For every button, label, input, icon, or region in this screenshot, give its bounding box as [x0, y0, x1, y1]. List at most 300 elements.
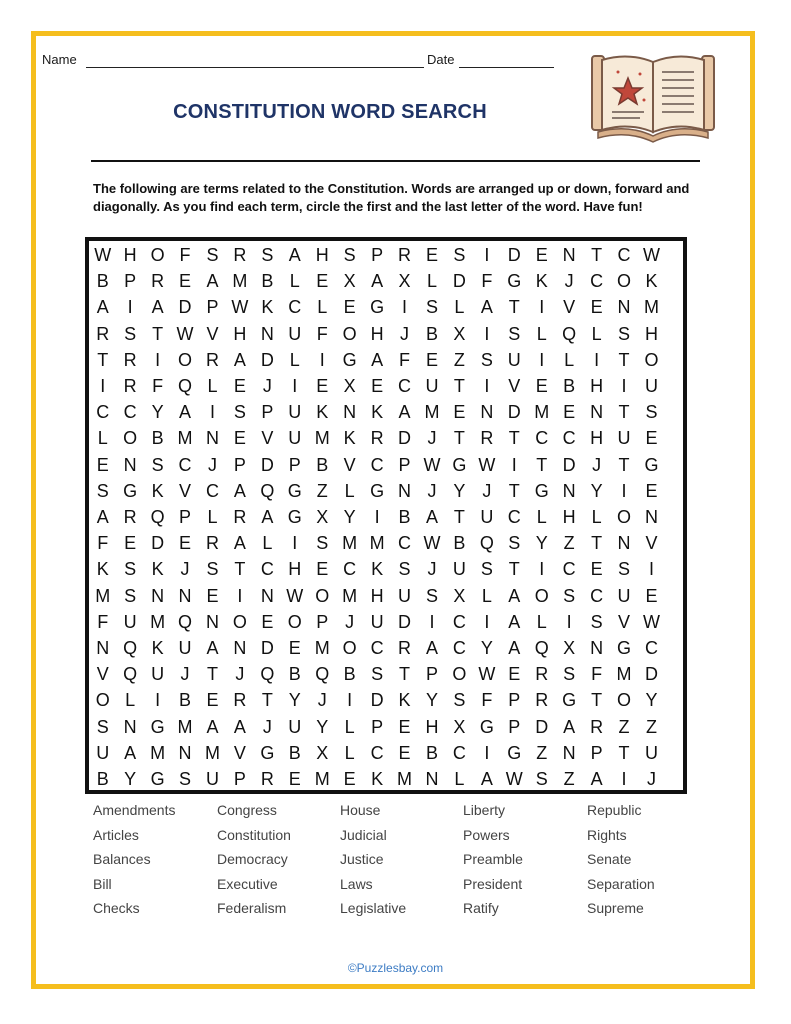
grid-letter: J — [427, 559, 437, 580]
grid-letter: H — [590, 376, 604, 396]
grid-letter: D — [644, 664, 658, 685]
grid-letter: Y — [590, 480, 603, 501]
grid-letter: I — [621, 376, 627, 396]
grid-letter: I — [484, 376, 490, 396]
grid-letter: W — [94, 245, 112, 265]
grid-letter: O — [617, 507, 632, 527]
grid-letter: N — [562, 480, 576, 501]
grid-letter: E — [261, 611, 274, 632]
grid-letter: O — [150, 245, 165, 265]
footer-credit: ©Puzzlesbay.com — [347, 961, 444, 975]
grid-letter: G — [479, 716, 494, 737]
grid-letter: I — [539, 297, 545, 318]
grid-row — [89, 479, 665, 503]
grid-letter: K — [371, 402, 384, 423]
grid-letter: L — [454, 769, 465, 789]
grid-letter: I — [319, 349, 325, 370]
grid-letter: N — [178, 585, 192, 606]
word-item: Checks — [93, 900, 140, 917]
grid-letter: L — [591, 323, 602, 344]
grid-letter: O — [232, 611, 247, 632]
grid-letter: V — [508, 376, 521, 396]
grid-letter: H — [315, 245, 329, 265]
grid-letter: E — [206, 690, 219, 711]
grid-letter: B — [343, 664, 356, 685]
grid-letter: S — [371, 664, 384, 685]
grid-letter: X — [453, 585, 466, 606]
grid-letter: Y — [316, 716, 329, 737]
grid-letter: O — [617, 271, 632, 292]
grid-letter: T — [508, 559, 520, 580]
grid-letter: A — [371, 271, 384, 292]
grid-letter: M — [204, 742, 220, 763]
grid-letter: J — [427, 428, 437, 449]
grid-letter: F — [481, 690, 493, 711]
grid-letter: Z — [563, 769, 575, 789]
grid-letter: A — [508, 585, 521, 606]
grid-letter: P — [179, 507, 192, 527]
grid-letter: L — [344, 742, 355, 763]
grid-letter: T — [508, 297, 520, 318]
grid-letter: B — [316, 454, 329, 475]
grid-letter: B — [261, 271, 274, 292]
grid-letter: N — [590, 638, 604, 658]
grid-row — [89, 400, 665, 424]
grid-letter: A — [233, 480, 246, 501]
grid-letter: K — [343, 428, 356, 449]
grid-letter: U — [644, 376, 658, 396]
word-item: Balances — [93, 851, 151, 868]
grid-letter: T — [261, 690, 273, 711]
grid-letter: S — [480, 349, 493, 370]
grid-letter: S — [206, 559, 219, 580]
grid-letter: B — [398, 507, 411, 527]
grid-letter: G — [617, 638, 632, 658]
grid-letter: U — [96, 742, 110, 763]
grid-letter: A — [480, 297, 493, 318]
word-item: Ratify — [463, 900, 499, 917]
grid-row — [89, 531, 665, 555]
grid-row — [89, 584, 665, 608]
grid-letter: L — [289, 271, 300, 292]
grid-letter: E — [316, 376, 329, 396]
grid-letter: P — [288, 454, 301, 475]
grid-letter: L — [536, 611, 547, 632]
grid-letter: Z — [563, 533, 575, 554]
grid-letter: S — [508, 533, 521, 554]
grid-letter: W — [478, 664, 496, 685]
grid-letter: C — [178, 454, 192, 475]
grid-letter: I — [594, 349, 600, 370]
grid-letter: A — [508, 638, 521, 658]
grid-letter: N — [425, 769, 439, 789]
grid-letter: I — [621, 480, 627, 501]
word-column — [587, 800, 655, 923]
grid-letter: I — [429, 611, 435, 632]
grid-letter: H — [370, 323, 384, 344]
grid-letter: I — [648, 559, 654, 580]
word-item: Legislative — [340, 900, 407, 917]
grid-letter: N — [233, 638, 247, 658]
grid-letter: L — [289, 349, 300, 370]
grid-letter: M — [643, 297, 659, 318]
grid-letter: Q — [260, 664, 275, 685]
grid-letter: Z — [453, 349, 465, 370]
grid-letter: U — [205, 769, 219, 789]
grid-row — [89, 741, 665, 765]
grid-letter: J — [564, 271, 574, 292]
grid-letter: C — [535, 428, 549, 449]
grid-letter: U — [617, 585, 631, 606]
word-item: Bill — [93, 875, 112, 892]
grid-letter: M — [177, 716, 193, 737]
grid-letter: C — [644, 638, 658, 658]
grid-row — [89, 295, 665, 319]
grid-letter: D — [535, 716, 549, 737]
grid-letter: N — [480, 402, 494, 423]
grid-letter: O — [534, 585, 549, 606]
grid-letter: E — [590, 297, 603, 318]
word-item: Rights — [587, 826, 627, 843]
grid-letter: R — [480, 428, 494, 449]
grid-letter: I — [347, 690, 353, 711]
grid-letter: T — [453, 507, 465, 527]
grid-letter: I — [484, 245, 490, 265]
grid-letter: N — [260, 323, 274, 344]
grid-letter: D — [370, 690, 384, 711]
grid-letter: Q — [123, 664, 138, 685]
grid-letter: Z — [618, 716, 630, 737]
grid-letter: K — [371, 769, 384, 789]
grid-letter: H — [288, 559, 302, 580]
word-item: Senate — [587, 851, 632, 868]
grid-letter: H — [425, 716, 439, 737]
grid-letter: A — [425, 638, 438, 658]
grid-letter: A — [480, 769, 493, 789]
grid-letter: L — [426, 271, 437, 292]
grid-letter: R — [233, 245, 247, 265]
grid-letter: U — [644, 742, 658, 763]
grid-letter: K — [151, 559, 164, 580]
grid-letter: P — [124, 271, 137, 292]
grid-letter: C — [370, 742, 384, 763]
word-item: Executive — [217, 875, 278, 892]
grid-letter: Q — [123, 638, 138, 658]
grid-letter: Q — [315, 664, 330, 685]
grid-letter: J — [345, 611, 355, 632]
grid-letter: M — [314, 638, 330, 658]
grid-letter: K — [261, 297, 274, 318]
grid-letter: N — [178, 742, 192, 763]
grid-letter: J — [317, 690, 327, 711]
grid-letter: N — [644, 507, 658, 527]
grid-letter: T — [206, 664, 218, 685]
page-title: CONSTITUTION WORD SEARCH — [173, 101, 487, 123]
word-item: Supreme — [587, 900, 644, 917]
grid-letter: T — [618, 742, 630, 763]
grid-row — [89, 348, 665, 372]
grid-letter: Y — [453, 480, 466, 501]
grid-letter: F — [97, 611, 109, 632]
grid-letter: I — [621, 769, 627, 789]
grid-letter: J — [180, 664, 190, 685]
grid-letter: J — [207, 454, 217, 475]
word-item: Congress — [217, 802, 277, 818]
grid-letter: D — [260, 638, 274, 658]
grid-letter: B — [96, 271, 109, 292]
grid-letter: E — [343, 769, 356, 789]
grid-letter: L — [344, 716, 355, 737]
word-item: Constitution — [217, 826, 291, 843]
grid-letter: N — [123, 454, 137, 475]
grid-letter: T — [536, 454, 548, 475]
grid-letter: S — [425, 585, 438, 606]
grid-letter: I — [484, 323, 490, 344]
grid-letter: E — [645, 480, 658, 501]
grid-letter: M — [397, 769, 413, 789]
grid-letter: J — [262, 716, 272, 737]
grid-row — [89, 269, 665, 293]
grid-letter: S — [124, 559, 137, 580]
grid-letter: T — [591, 533, 603, 554]
grid-letter: Y — [151, 402, 164, 423]
grid-letter: L — [564, 349, 575, 370]
grid-letter: Z — [316, 480, 328, 501]
grid-letter: U — [151, 664, 165, 685]
grid-letter: W — [423, 454, 441, 475]
grid-letter: J — [235, 664, 245, 685]
grid-letter: M — [342, 585, 358, 606]
grid-letter: P — [206, 297, 219, 318]
grid-letter: X — [343, 376, 356, 396]
grid-letter: I — [155, 690, 161, 711]
grid-letter: P — [425, 664, 438, 685]
grid-letter: R — [151, 271, 165, 292]
name-label: Name — [42, 52, 77, 67]
grid-letter: Y — [343, 507, 356, 527]
grid-letter: A — [206, 271, 219, 292]
grid-letter: F — [152, 376, 164, 396]
grid-letter: N — [123, 716, 137, 737]
grid-letter: U — [370, 611, 384, 632]
grid-letter: A — [206, 716, 219, 737]
grid-letter: T — [97, 349, 109, 370]
grid-letter: D — [178, 297, 192, 318]
grid-row — [89, 426, 665, 450]
grid-letter: R — [123, 376, 137, 396]
grid-letter: X — [453, 716, 466, 737]
grid-letter: T — [508, 480, 520, 501]
grid-letter: D — [562, 454, 576, 475]
grid-letter: D — [507, 402, 521, 423]
grid-letter: S — [563, 664, 576, 685]
word-item: Separation — [587, 875, 655, 892]
grid-letter: U — [123, 611, 137, 632]
grid-letter: O — [342, 638, 357, 658]
grid-letter: J — [482, 480, 492, 501]
grid-letter: E — [233, 428, 246, 449]
grid-letter: N — [562, 742, 576, 763]
grid-letter: L — [125, 690, 136, 711]
grid-letter: L — [344, 480, 355, 501]
grid-letter: N — [260, 585, 274, 606]
grid-letter: N — [151, 585, 165, 606]
word-column — [93, 800, 175, 923]
grid-letter: R — [398, 638, 412, 658]
grid-letter: T — [453, 376, 465, 396]
grid-letter: X — [563, 638, 576, 658]
grid-letter: E — [316, 559, 329, 580]
grid-letter: C — [617, 245, 631, 265]
grid-letter: H — [370, 585, 384, 606]
grid-letter: E — [535, 376, 548, 396]
grid-letter: G — [370, 297, 385, 318]
grid-letter: H — [590, 428, 604, 449]
grid-letter: N — [398, 480, 412, 501]
grid-letter: D — [151, 533, 165, 554]
grid-letter: N — [96, 638, 110, 658]
grid-letter: L — [317, 297, 328, 318]
grid-letter: U — [288, 402, 302, 423]
grid-letter: C — [370, 454, 384, 475]
grid-letter: E — [590, 559, 603, 580]
grid-letter: E — [398, 716, 411, 737]
grid-letter: A — [233, 533, 246, 554]
grid-letter: Q — [479, 533, 494, 554]
grid-letter: E — [398, 742, 411, 763]
grid-letter: T — [618, 454, 630, 475]
grid-letter: E — [425, 349, 438, 370]
grid-letter: X — [316, 742, 329, 763]
grid-letter: P — [508, 716, 521, 737]
grid-letter: P — [233, 454, 246, 475]
grid-letter: S — [618, 323, 631, 344]
grid-letter: R — [233, 690, 247, 711]
grid-letter: W — [478, 454, 496, 475]
grid-letter: I — [566, 611, 572, 632]
grid-letter: D — [398, 611, 412, 632]
grid-letter: T — [591, 245, 603, 265]
word-item: President — [463, 875, 523, 892]
name-line — [86, 67, 424, 68]
grid-letter: S — [453, 690, 466, 711]
grid-letter: E — [96, 454, 109, 475]
grid-letter: J — [180, 559, 190, 580]
grid-letter: C — [343, 559, 357, 580]
word-item: Liberty — [463, 802, 506, 818]
letter-grid — [85, 237, 687, 794]
grid-letter: J — [427, 480, 437, 501]
grid-letter: Y — [288, 690, 301, 711]
grid-letter: E — [288, 769, 301, 789]
grid-letter: L — [262, 533, 273, 554]
grid-letter: N — [590, 402, 604, 423]
grid-letter: S — [398, 559, 411, 580]
grid-letter: J — [592, 454, 602, 475]
grid-letter: E — [453, 402, 466, 423]
grid-row — [89, 662, 665, 686]
grid-letter: B — [453, 533, 466, 554]
grid-letter: K — [151, 638, 164, 658]
grid-letter: S — [425, 297, 438, 318]
grid-letter: A — [96, 507, 109, 527]
grid-letter: N — [562, 245, 576, 265]
grid-letter: D — [260, 349, 274, 370]
grid-row — [89, 505, 665, 529]
grid-letter: K — [371, 559, 384, 580]
grid-letter: Y — [425, 690, 438, 711]
grid-letter: A — [398, 402, 411, 423]
grid-letter: C — [205, 480, 219, 501]
grid-letter: C — [452, 742, 466, 763]
grid-letter: K — [398, 690, 411, 711]
grid-letter: R — [123, 349, 137, 370]
grid-letter: V — [206, 323, 219, 344]
grid-letter: G — [370, 480, 385, 501]
grid-letter: R — [205, 533, 219, 554]
grid-letter: V — [261, 428, 274, 449]
grid-letter: M — [177, 428, 193, 449]
grid-letter: I — [292, 376, 298, 396]
grid-letter: G — [150, 769, 165, 789]
grid-letter: U — [507, 349, 521, 370]
grid-letter: A — [371, 349, 384, 370]
grid-letter: S — [124, 585, 137, 606]
grid-letter: L — [207, 376, 218, 396]
grid-letter: G — [452, 454, 467, 475]
grid-letter: U — [452, 559, 466, 580]
grid-letter: C — [590, 585, 604, 606]
grid-letter: T — [399, 664, 411, 685]
grid-letter: V — [233, 742, 246, 763]
grid-letter: J — [646, 769, 656, 789]
grid-letter: W — [642, 611, 660, 632]
grid-letter: P — [508, 690, 521, 711]
grid-letter: U — [617, 428, 631, 449]
grid-letter: A — [179, 402, 192, 423]
grid-letter: A — [151, 297, 164, 318]
grid-row — [89, 715, 665, 739]
grid-letter: U — [425, 376, 439, 396]
grid-letter: X — [343, 271, 356, 292]
grid-letter: S — [233, 402, 246, 423]
grid-letter: Q — [178, 376, 193, 396]
grid-letter: U — [288, 716, 302, 737]
grid-letter: B — [96, 769, 109, 789]
grid-letter: R — [96, 323, 110, 344]
grid-letter: I — [155, 349, 161, 370]
grid-letter: S — [151, 454, 164, 475]
grid-letter: R — [590, 716, 604, 737]
grid-letter: R — [123, 507, 137, 527]
grid-letter: L — [536, 507, 547, 527]
grid-letter: M — [342, 533, 358, 554]
grid-letter: R — [535, 664, 549, 685]
grid-letter: E — [535, 245, 548, 265]
grid-letter: P — [590, 742, 603, 763]
grid-letter: T — [618, 349, 630, 370]
grid-letter: I — [402, 297, 408, 318]
date-line — [459, 67, 554, 68]
grid-letter: N — [617, 297, 631, 318]
grid-letter: L — [207, 507, 218, 527]
grid-letter: I — [127, 297, 133, 318]
grid-letter: P — [371, 245, 384, 265]
grid-letter: S — [508, 323, 521, 344]
word-item: Federalism — [217, 900, 287, 917]
word-item: House — [340, 802, 381, 818]
grid-letter: Y — [645, 690, 658, 711]
